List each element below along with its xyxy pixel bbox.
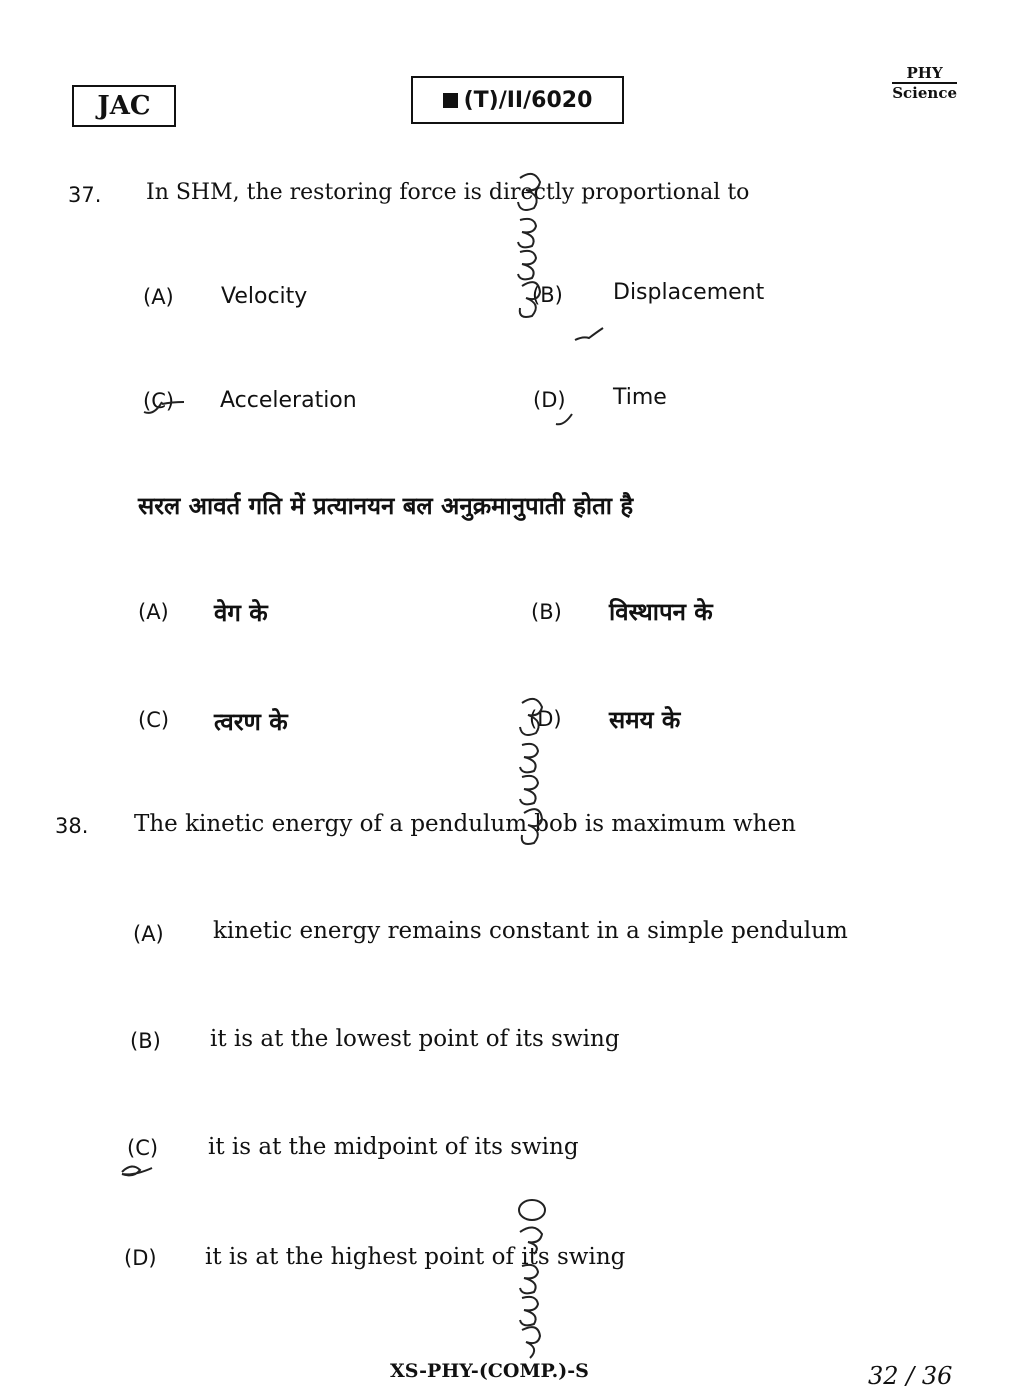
option-text-hindi: विस्थापन के [609,598,713,626]
question-text-hindi: सरल आवर्त गति में प्रत्यानयन बल अनुक्रमानुपाती होता है [138,492,634,520]
option-text: it is at the midpoint of its swing [208,1134,579,1160]
footer-code: XS-PHY-(COMP.)-S [390,1360,589,1382]
tick-mark-icon [573,326,607,346]
option-text: Acceleration [220,388,357,413]
option-text-hindi: समय के [609,706,681,734]
option-text: kinetic energy remains constant in a simple pendulum [213,918,848,944]
option-text: it is at the lowest point of its swing [210,1026,620,1052]
option-text-hindi: त्वरण के [214,708,288,736]
option-label: (D) [529,707,562,731]
option-text-hindi: वेग के [214,599,268,627]
subject-name: Science [892,84,957,102]
question-number: 38. [55,814,89,838]
option-label: (A) [133,922,164,946]
page-number: 32 / 36 [868,1362,953,1390]
question-text: In SHM, the restoring force is directly proportional to [146,180,750,205]
paper-code: (T)/II/6020 [463,87,593,113]
board-label: JAC [72,85,176,127]
square-icon [443,93,458,108]
question-text: The kinetic energy of a pendulum bob is maximum when [134,811,796,837]
cross-mark-icon [118,1158,158,1184]
option-label: (B) [532,283,563,307]
subject-tag [892,64,957,102]
option-label: (A) [143,285,174,309]
subject-code: PHY [892,64,957,84]
option-label: (C) [127,1136,159,1160]
handwritten-watermark-icon [508,168,554,320]
option-label: (A) [138,600,169,624]
option-label: (C) [138,708,170,732]
option-label: (B) [531,600,562,624]
paper-code-box [411,76,624,124]
option-label: (D) [533,388,566,412]
option-text: Displacement [613,280,765,305]
option-label: (B) [130,1029,161,1053]
option-text: Velocity [221,284,308,309]
question-number: 37. [68,183,102,207]
option-text: it is at the highest point of its swing [205,1244,626,1270]
option-label: (D) [124,1246,157,1270]
option-label: (C) [143,389,175,413]
option-text: Time [613,385,667,410]
handwritten-watermark-icon [510,693,556,855]
handwritten-watermark-icon [510,1196,556,1362]
tick-mark-icon [554,412,578,428]
cross-mark-icon [140,392,188,418]
